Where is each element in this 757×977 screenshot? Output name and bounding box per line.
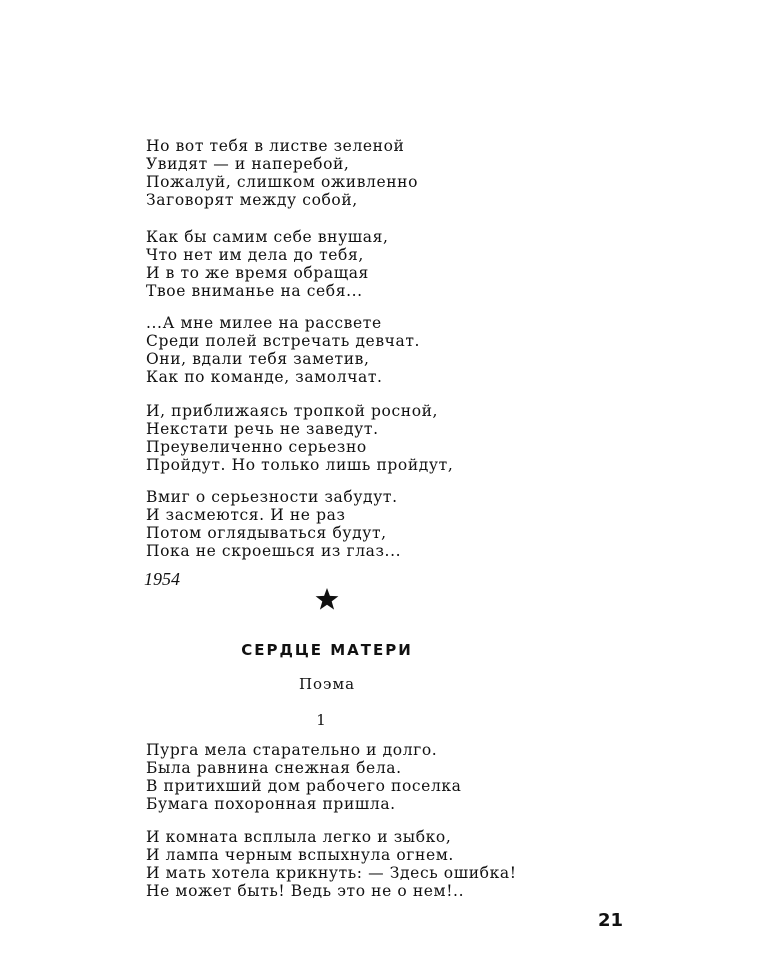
verse-line: И, приближаясь тропкой росной, [146,402,439,420]
verse-line: Увидят — и наперебой, [146,155,350,173]
verse-line: И мать хотела крикнуть: — Здесь ошибка! [146,864,517,882]
verse-line: И в то же время обращая [146,264,369,282]
poem-title: СЕРДЦЕ МАТЕРИ [241,641,413,659]
verse-line: Потом оглядываться будут, [146,524,387,542]
verse-line: И лампа черным вспыхнула огнем. [146,846,454,864]
stanza [146,402,453,474]
poem-year: 1954 [144,569,180,589]
star-icon [315,588,339,610]
poem-subtitle: Поэма [298,675,356,693]
stanza [146,137,418,209]
verse-line: Была равнина снежная бела. [146,759,402,777]
verse-line: Бумага похоронная пришла. [146,795,396,813]
stanza [146,314,420,386]
part-number: 1 [316,711,326,729]
verse-line: Твое вниманье на себя... [146,282,363,300]
stanza [146,828,517,900]
page-number: 21 [598,910,624,931]
verse-line: Как бы самим себе внушая, [146,228,389,246]
verse-line: Преувеличенно серьезно [146,438,367,456]
verse-line: Пурга мела старательно и долго. [146,741,438,759]
verse-line: И засмеются. И не раз [146,506,346,524]
verse-line: В притихший дом рабочего поселка [146,777,462,795]
verse-line: Вмиг о серьезности забудут. [146,488,398,506]
stanza [146,228,389,300]
verse-line: Некстати речь не заведут. [146,420,379,438]
stanza [146,741,462,813]
verse-line: Как по команде, замолчат. [146,368,383,386]
verse-line: Пожалуй, слишком оживленно [146,173,419,191]
verse-line: Они, вдали тебя заметив, [146,350,370,368]
verse-line: Что нет им дела до тебя, [146,246,364,264]
verse-line: И комната всплыла легко и зыбко, [146,828,452,846]
verse-line: Заговорят между собой, [146,191,358,209]
verse-line: Пока не скроешься из глаз... [146,542,402,560]
stanza [146,488,401,560]
verse-line: Но вот тебя в листве зеленой [146,137,405,155]
verse-line: ...А мне милее на рассвете [146,314,382,332]
verse-line: Пройдут. Но только лишь пройдут, [146,456,454,474]
verse-line: Не может быть! Ведь это не о нем!.. [146,882,465,900]
verse-line: Среди полей встречать девчат. [146,332,421,350]
